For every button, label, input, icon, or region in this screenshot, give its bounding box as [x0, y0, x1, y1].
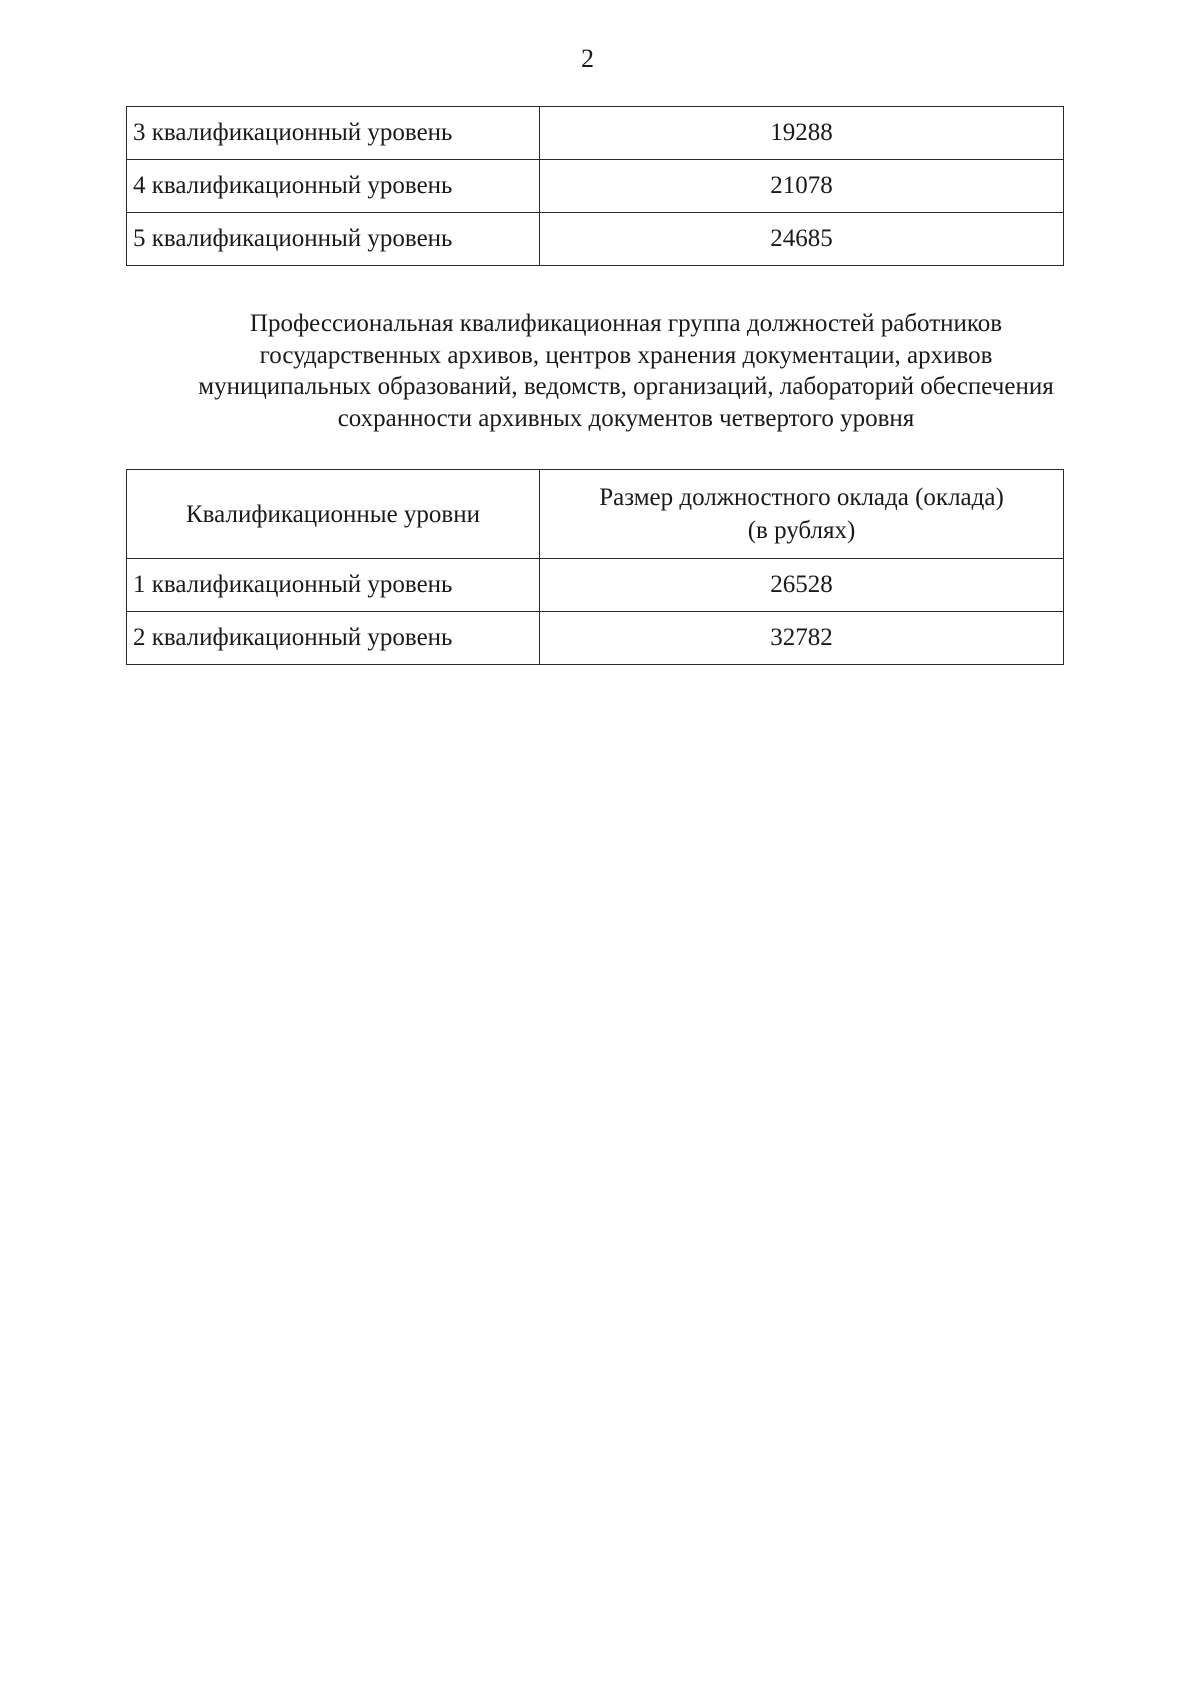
- header-level-column: [127, 470, 540, 559]
- salary-cell: 19288: [540, 107, 1064, 160]
- header-salary-unit: (в рублях): [747, 517, 856, 544]
- table-row: [127, 213, 1064, 266]
- header-salary-column: [540, 470, 1064, 559]
- qualification-level-cell: 1 квалификационный уровень: [127, 559, 540, 612]
- qualification-level-cell: 5 квалификационный уровень: [127, 213, 540, 266]
- salary-cell: 26528: [540, 559, 1064, 612]
- salary-table-continued: [126, 106, 1064, 266]
- qualification-level-cell: 3 квалификационный уровень: [127, 107, 540, 160]
- qualification-level-cell: 4 квалификационный уровень: [127, 160, 540, 213]
- table-row: [127, 612, 1064, 665]
- salary-table-fourth-level: [126, 469, 1064, 665]
- salary-cell: 32782: [540, 612, 1064, 665]
- section-heading: [126, 308, 1126, 434]
- header-salary-label: Размер должностного оклада (оклада): [599, 484, 1004, 511]
- table-row: [127, 107, 1064, 160]
- section-heading-line: Профессиональная квалификационная группа должностей работников: [249, 310, 1003, 337]
- qualification-level-cell: 2 квалификационный уровень: [127, 612, 540, 665]
- salary-cell: 21078: [540, 160, 1064, 213]
- table-row: [127, 559, 1064, 612]
- table-row: [127, 160, 1064, 213]
- section-heading-line: сохранности архивных документов четвертого уровня: [337, 404, 915, 432]
- page-number: 2: [581, 44, 594, 73]
- section-heading-line: государственных архивов, центров хранения документации, архивов: [259, 341, 993, 369]
- header-level-label: Квалификационные уровни: [186, 500, 480, 528]
- section-heading-line: муниципальных образований, ведомств, организаций, лабораторий обеспечения: [198, 373, 1054, 400]
- table-header-row: [127, 470, 1064, 559]
- salary-cell: 24685: [540, 213, 1064, 266]
